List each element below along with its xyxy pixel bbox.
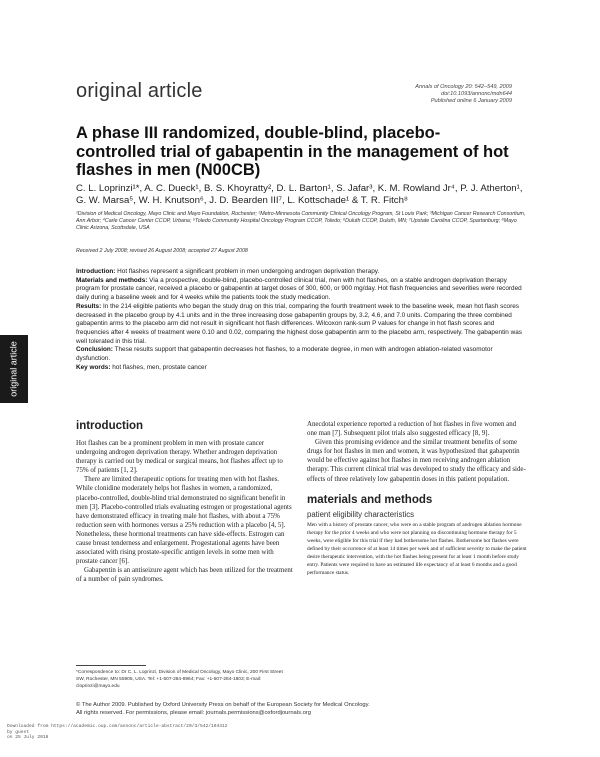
abstract-results-label: Results: (76, 302, 102, 310)
intro-paragraph-1: Hot flashes can be a prominent problem in men with prostate cancer undergoing androgen deprivation therapy. Whether androgen deprivation therapy is carried out by medical or surgical means, hot flashes affect up to 75% of patients [1, 2]. (76, 440, 283, 475)
abstract-results-text: In the 214 eligible patients who began the study drug on this trial, comparing the fourth treatment week to the baseline week, mean hot flash scores decreased in the placebo group by 4.1 units and in the three increasing dose gabapentin groups by, 3.2, 4.6, and 7.0 units. Comparing the three combined gabapentin arms to the placebo arm did not result in significant hot flash differences. Wilcoxon rank-sum P values for change in hot flash scores and frequencies after 4 weeks of treatment were 0.10 and 0.02, comparing the highest dose gabapentin arm to the placebo arm, respectively. The gabapentin was well tolerated in this trial. (76, 302, 522, 345)
received-dates: Received 2 July 2008; revised 26 August 2008; accepted 27 August 2008 (76, 248, 248, 254)
correspondence-footnote: *Correspondence to: Dr C. L. Loprinzi, Division of Medical Oncology, Mayo Clinic, 200 First Street SW, Rochester, MN 55905, USA. Tel: +1-507-284-8964; Fax: +1-507-284-1803; E-mail: cloprinzi@mayo.edu (76, 670, 283, 689)
abstract-introduction-label: Introduction: (76, 268, 116, 275)
copyright-line-1: © The Author 2009. Published by Oxford University Press on behalf of the European Society for Medical Oncology. (76, 702, 370, 708)
abstract (76, 268, 524, 372)
affiliations: ¹Division of Medical Oncology, Mayo Clinic and Mayo Foundation, Rochester; ²Metro-Minnesota Community Clinical Oncology Program, St Louis Park; ³Michigan Cancer Research Consortium, Ann Arbor; ⁴Carle Cancer Center CCOP, Urbana; ⁵Toledo Community Hospital Oncology Program CCOP, Toledo; ⁶Duluth CCOP, Duluth, MN; ⁷Upstate Carolina CCOP, Spartanburg; ⁸Mayo Clinic Arizona, Scottsdale, USA (76, 211, 526, 232)
article-title: A phase III randomized, double-blind, placebo-controlled trial of gabapentin in the management of hot flashes in men (N00CB) (76, 124, 509, 179)
abstract-introduction-text: Hot flashes represent a significant problem in men undergoing androgen deprivation therapy. (115, 268, 380, 275)
journal-citation: Annals of Oncology 20: 542–549, 2009 (415, 84, 512, 90)
left-column (76, 420, 294, 585)
side-tab-label: original article (8, 341, 19, 397)
methods-heading: materials and methods (307, 493, 433, 506)
abstract-conclusion-text: These results support that gabapentin decreases hot flashes, to a moderate degree, in men with androgen ablation-related vasomotor dysfunction. (76, 346, 493, 363)
right-column (307, 420, 527, 577)
abstract-conclusion-label: Conclusion: (76, 346, 113, 354)
abstract-introduction (76, 268, 524, 277)
introduction-heading: introduction (76, 420, 144, 432)
published-date: Published online 6 January 2009 (430, 98, 512, 105)
abstract-results (76, 303, 524, 347)
abstract-keywords-label: Key words: (76, 363, 111, 371)
intro-paragraph-2: There are limited therapeutic options for treating men with hot flashes. While clonidine moderately helps hot flashes in women, a randomized, placebo-controlled, double-blind trial demonstrated no significant benefit in men [3]. Placebo-controlled trials evaluating estrogen or progestational agents have demonstrated efficacy in treating male hot flashes, with about a 75% reduction seen with hormones versus a 25% reduction with a placebo [4, 5]. Nonetheless, these hormonal treatments can have side-effects. Estrogen can cause breast tenderness and enlargement. Progestational agents have been associated with rising prostate-specific antigen levels in some men with prostate cancer [6]. (76, 476, 292, 566)
eligibility-subheading: patient eligibility characteristics (307, 509, 415, 519)
download-stamp (7, 724, 228, 741)
author-list: C. L. Loprinzi¹*, A. C. Dueck¹, B. S. Khoyratty², D. L. Barton¹, S. Jafar³, K. M. Rowland Jr⁴, P. J. Atherton¹, G. W. Marsa⁵, W. H. Knutson⁶, J. D. Bearden III⁷, L. Kottschade¹ & T. R. Fitch⁸ (76, 183, 523, 207)
right-paragraph-2: Given this promising evidence and the similar treatment benefits of some drugs for hot flashes in men and women, it was hypothesized that gabapentin would be effective against hot flashes in men receiving androgen ablation therapy. This current clinical trial was developed to study the efficacy and side-effects of three relatively low gabapentin doses in this patient population. (307, 439, 526, 483)
abstract-conclusion (76, 346, 524, 363)
abstract-methods (76, 277, 524, 303)
download-line-2: by guest (7, 729, 30, 735)
eligibility-paragraph: Men with a history of prostate cancer, who were on a stable program of androgen ablation hormone therapy for the prior 4 weeks and who were not planning on discontinuing hormone therapy for 5 weeks, were eligible for this trial if they had bothersome hot flashes. Bothersome hot flashes were defined by their occurrence of at least 14 times per week and of sufficient severity to make the patient desire therapeutic intervention, with the hot flashes being present for at least 1 month before study entry. Patients were required to have an estimated life expectancy of at least 6 months and a good performance status. (307, 521, 527, 576)
section-side-tab (0, 335, 28, 403)
copyright-notice (76, 702, 370, 717)
abstract-keywords-text: hot flashes, men, prostate cancer (110, 363, 207, 371)
doi[interactable]: doi:10.1093/annonc/mdn644 (441, 91, 512, 98)
download-line-1: Downloaded from https://academic.oup.com/annonc/article-abstract/20/3/542/194412 (7, 724, 228, 729)
abstract-methods-text: Via a prospective, double-blind, placebo-controlled clinical trial, men with hot flashes, on a stable androgen deprivation therapy program for prostate cancer, received a placebo or gabapentin at target doses of 300, 600, or 900 mg/day. Hot flash frequencies and severities were recorded daily during a baseline week and for 4 weeks while the patients took the study medication. (76, 276, 522, 302)
right-paragraph-1: Anecdotal experience reported a reduction of hot flashes in five women and one man [7]. Subsequent pilot trials also suggested efficacy [8, 9]. (307, 421, 517, 438)
journal-meta (415, 84, 512, 106)
abstract-keywords (76, 364, 524, 373)
intro-paragraph-3: Gabapentin is an antiseizure agent which has been utilized for the treatment of a number of pain syndromes. (76, 567, 293, 584)
footnote-divider (76, 665, 146, 666)
download-line-3: on 25 July 2018 (7, 735, 49, 741)
section-label: original article (76, 80, 203, 102)
abstract-methods-label: Materials and methods: (76, 276, 148, 284)
copyright-line-2: All rights reserved. For permissions, please email: journals.permissions@oxfordjournals.org (76, 709, 311, 716)
